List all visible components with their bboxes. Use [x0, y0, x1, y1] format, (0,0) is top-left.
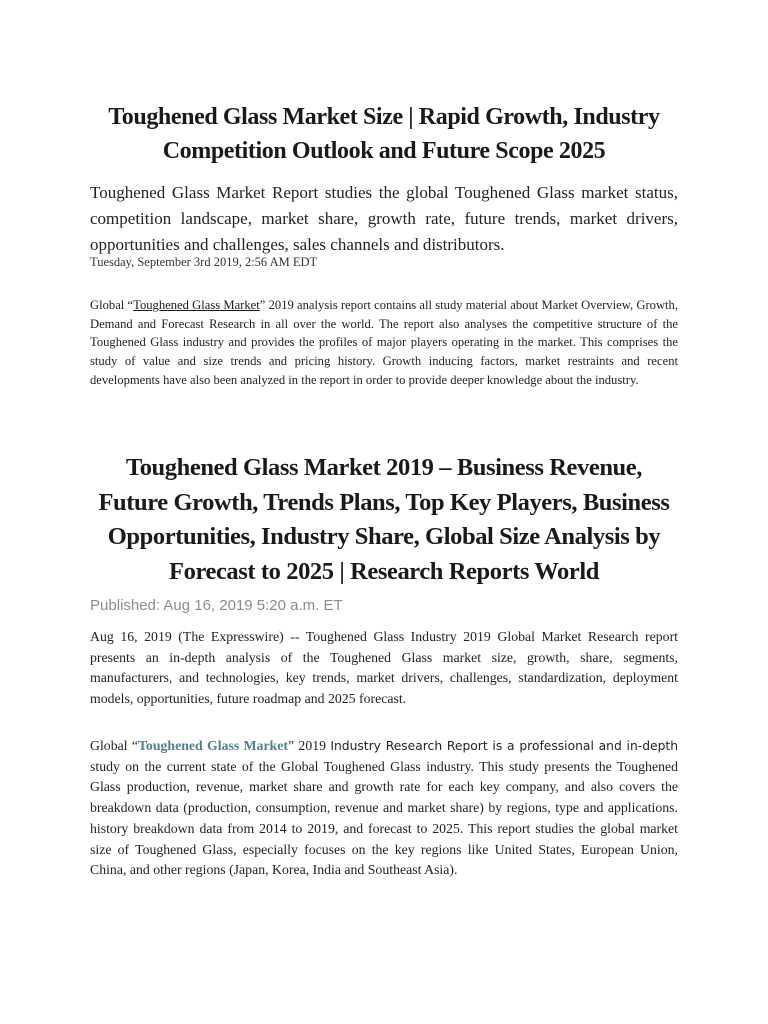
article-lead: Toughened Glass Market Report studies the global Toughened Glass market status, competition landscape, market share, growth rate, future trends, market drivers, opportunities and challenges, sales channels and distributors. — [90, 183, 678, 254]
published-date: Published: Aug 16, 2019 5:20 a.m. ET — [90, 597, 343, 614]
paragraph-prefix: Global “ — [90, 298, 134, 312]
article-dateline: Tuesday, September 3rd 2019, 2:56 AM EDT — [90, 255, 318, 269]
market-report-link-bold[interactable]: Toughened Glass Market — [138, 738, 288, 753]
article-title: Toughened Glass Market Size | Rapid Growth, Industry Competition Outlook and Future Scope 2025 — [108, 104, 660, 164]
market-report-link[interactable]: Toughened Glass Market — [133, 298, 260, 312]
paragraph-text: ” 2019 analysis report contains all study material about Market Overview, Growth, Demand and Forecast Research in all over the world. The report also analyses the competitive structure of the Toughened Glass industry and provides the profiles of major players operating in the market. This comprises the study of value and size trends and pricing history. Growth inducing factors, market restraints and recent developments have also been analyzed in the report in order to provide deeper knowledge about the industry. — [90, 298, 678, 387]
intro-paragraph — [90, 296, 678, 390]
paragraph-year: ” 2019 — [287, 738, 331, 753]
expresswire-paragraph: Aug 16, 2019 (The Expresswire) -- Toughened Glass Industry 2019 Global Market Research report presents an in-depth analysis of the Toughened Glass market size, growth, share, segments, manufacturers, and technologies, key trends, market drivers, challenges, standardization, deployment models, opportunities, future roadmap and 2025 forecast. — [90, 629, 678, 707]
report-paragraph — [90, 736, 678, 881]
paragraph-text: study on the current state of the Global Toughened Glass industry. This study presents the Toughened Glass production, revenue, market share and growth rate for each key company, and also covers the breakdown data (production, consumption, revenue and market share) by regions, type and applications. history breakdown data from 2014 to 2019, and forecast to 2025. This report studies the global market size of Toughened Glass, especially focuses on the key regions like United States, European Union, China, and other regions (Japan, Korea, India and Southeast Asia). — [90, 758, 678, 878]
second-article-title: Toughened Glass Market 2019 – Business Revenue, Future Growth, Trends Plans, Top Key Players, Business Opportunities, Industry Share, Global Size Analysis by Forecast to 2025 | Research Reports World — [98, 454, 670, 585]
paragraph-prefix: Global “ — [90, 738, 138, 753]
paragraph-sans-run: Industry Research Report is a professional and in-depth — [330, 739, 679, 753]
